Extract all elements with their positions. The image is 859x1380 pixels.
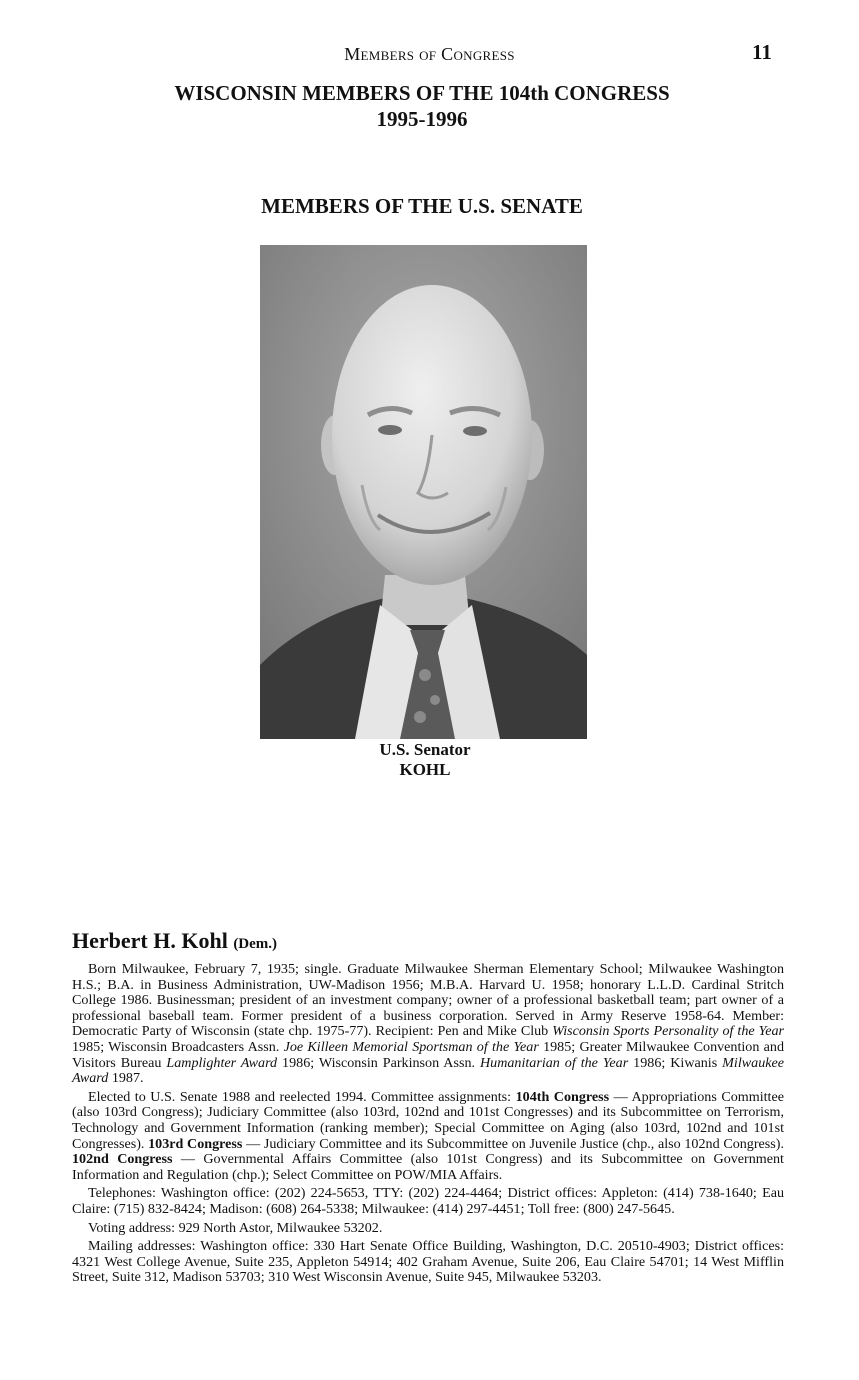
caption-surname: KOHL xyxy=(399,760,451,779)
page-title xyxy=(0,80,844,132)
page-title-line1: WISCONSIN MEMBERS OF THE 104th CONGRESS xyxy=(174,81,670,105)
bio-paragraph-voting-address: Voting address: 929 North Astor, Milwaukee 53202. xyxy=(88,1219,383,1236)
page-title-line2: 1995-1996 xyxy=(376,107,468,131)
section-heading: MEMBERS OF THE U.S. SENATE xyxy=(261,194,583,218)
caption-title: U.S. Senator xyxy=(379,740,471,759)
page-number: 11 xyxy=(752,40,772,64)
bio-paragraph-committees: Elected to U.S. Senate 1988 and reelected 1994. Committee assignments: 104th Congress — Appropriations Committee (also 103rd Congress); Judiciary Committee (also 103rd, 102nd and 101st Congresses) and its Subcommittee on Terrorism, Technology and Government Information (ranking member); Special Committee on Aging (also 103rd, 102nd and 101st Congresses). 103rd Congress — Judiciary Committee and its Subcommittee on Juvenile Justice (chp., also 102nd Congress). 102nd Congress — Governmental Affairs Committee (also 101st Congress) and its Subcommittee on Government Information and Regulation (chp.); Select Committee on POW/MIA Affairs. xyxy=(72,1088,784,1183)
member-name: Herbert H. Kohl xyxy=(72,928,228,953)
member-name-heading xyxy=(72,928,784,954)
biography xyxy=(72,928,784,1289)
bio-paragraph-background: Born Milwaukee, February 7, 1935; single. Graduate Milwaukee Sherman Elementary School; Milwaukee Washington H.S.; B.A. in Business Administration, UW-Madison 1956; M.B.A. Harvard U. 1958; honorary L.L.D. Cardinal Stritch College 1986. Businessman; president of an investment company; owner of a professional basketball team; part owner of a professional baseball team. Former president of a business corporation. Served in Army Reserve 1958-64. Member: Democratic Party of Wisconsin (state chp. 1975-77). Recipient: Pen and Mike Club Wisconsin Sports Personality of the Year 1985; Wisconsin Broadcasters Assn. Joe Killeen Memorial Sportsman of the Year 1985; Greater Milwaukee Convention and Visitors Bureau Lamplighter Award 1986; Wisconsin Parkinson Assn. Humanitarian of the Year 1986; Kiwanis Milwaukee Award 1987. xyxy=(72,961,785,1087)
bio-paragraph-telephones: Telephones: Washington office: (202) 224-5653, TTY: (202) 224-4464; District offices: Appleton: (414) 738-1640; Eau Claire: (715) 832-8424; Madison: (608) 264-5338; Milwaukee: (414) 297-4451; Toll free: (800) 247-5645. xyxy=(72,1185,784,1217)
photo-caption xyxy=(280,740,570,780)
party-affiliation: (Dem.) xyxy=(233,936,278,952)
bio-paragraph-mailing-addresses: Mailing addresses: Washington office: 330 Hart Senate Office Building, Washington, D.C. 20510-4903; District offices: 4321 West College Avenue, Suite 235, Appleton 54914; 402 Graham Avenue, Suite 206, Eau Claire 54701; 14 West Mifflin Street, Suite 312, Madison 53703; 310 West Wisconsin Avenue, Suite 945, Milwaukee 53203. xyxy=(72,1238,784,1286)
senator-portrait-photo xyxy=(260,245,587,739)
running-head: Members of Congress xyxy=(344,44,515,64)
